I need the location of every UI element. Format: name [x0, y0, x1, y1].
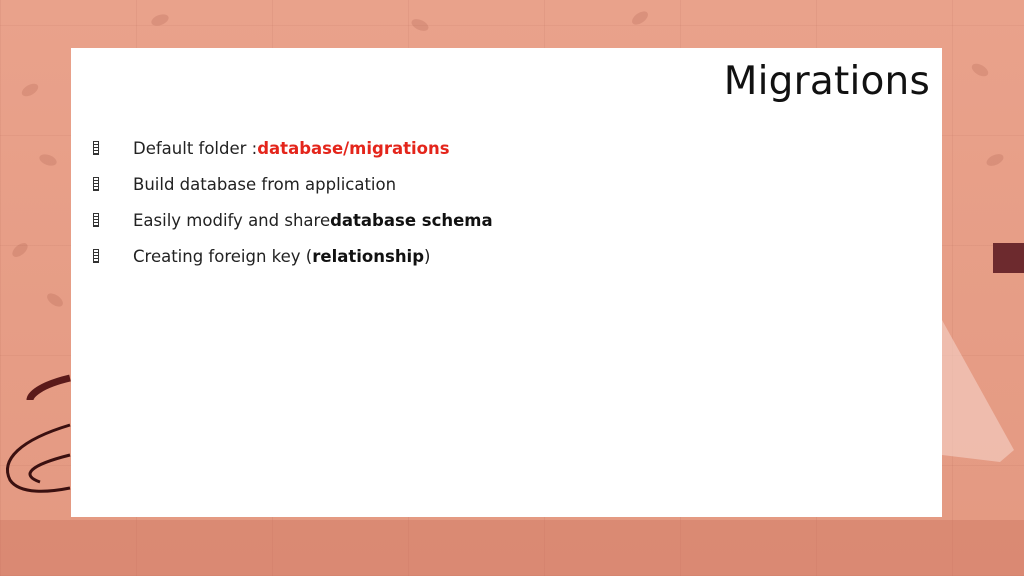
bullet-marker-icon — [93, 249, 99, 263]
bullet-emphasis: database/migrations — [257, 138, 450, 158]
bullet-item — [93, 166, 493, 202]
bullet-marker-icon — [93, 141, 99, 155]
bullet-marker-icon — [93, 177, 99, 191]
bullet-emphasis: relationship — [312, 246, 425, 266]
bullet-prefix: Creating foreign key ( — [133, 246, 313, 266]
bullet-marker-icon — [93, 213, 99, 227]
bullet-item — [93, 238, 493, 274]
bullet-text: Default folder : — [133, 138, 258, 158]
bullet-emphasis: database schema — [330, 210, 493, 230]
bullet-text: Build database from application — [133, 174, 397, 194]
slide-title: Migrations — [723, 59, 930, 104]
bullet-text: Easily modify and share — [133, 210, 331, 230]
slide — [71, 48, 942, 517]
bullet-item — [93, 130, 493, 166]
bullet-list — [93, 130, 493, 274]
bullet-suffix: ) — [424, 246, 431, 266]
bullet-item — [93, 202, 493, 238]
